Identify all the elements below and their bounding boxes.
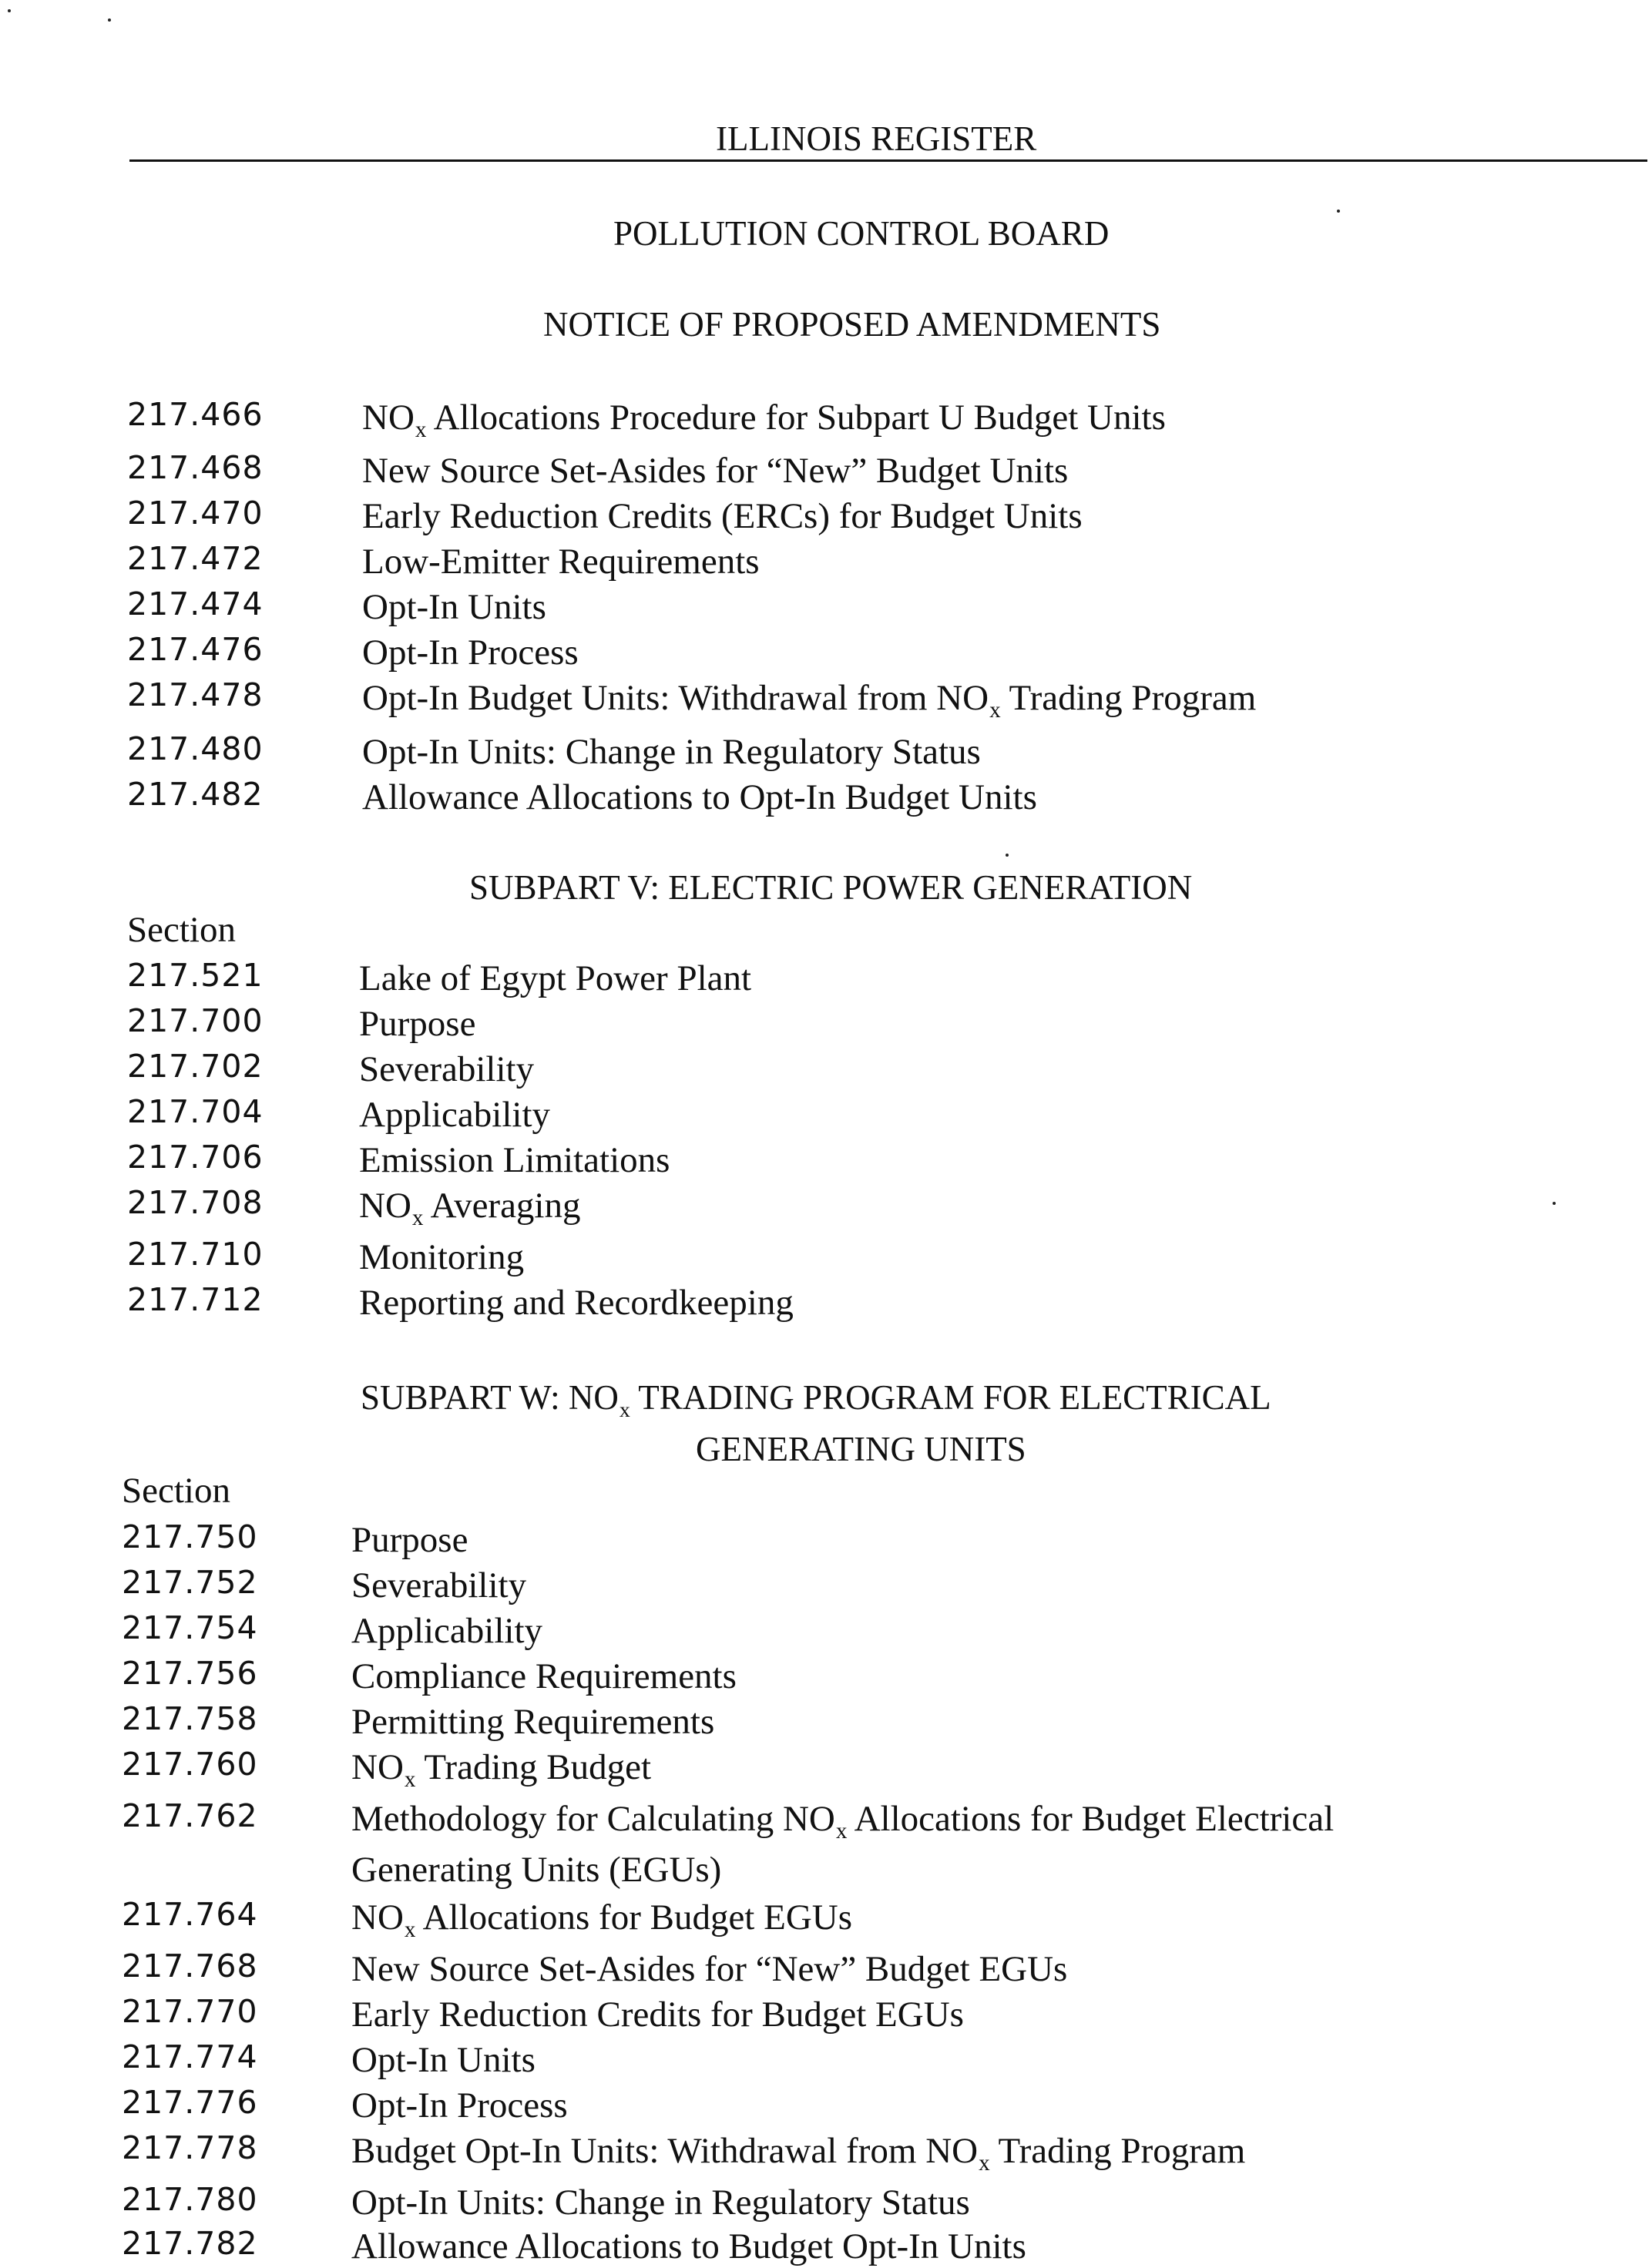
section-title: Early Reduction Credits for Budget EGUs — [351, 1995, 964, 2035]
section-number: 217.754 — [122, 1609, 258, 1646]
section-number: 217.768 — [122, 1948, 258, 1984]
section-title: New Source Set-Asides for “New” Budget Units — [362, 451, 1069, 491]
section-number: 217.752 — [122, 1564, 258, 1601]
scan-speck — [1006, 854, 1009, 857]
section-number: 217.760 — [122, 1746, 258, 1783]
section-number: 217.710 — [127, 1236, 264, 1273]
notice-title: NOTICE OF PROPOSED AMENDMENTS — [543, 305, 1161, 344]
section-number: 217.482 — [127, 776, 264, 813]
section-title: $NO_x$ Trading Budget — [351, 1747, 651, 1793]
section-title: $NO_x$ Averaging — [359, 1186, 581, 1231]
section-number: 217.704 — [127, 1093, 264, 1130]
scan-speck — [108, 18, 111, 22]
section-title: Early Reduction Credits (ERCs) for Budget Units — [362, 496, 1083, 536]
section-title: Applicability — [359, 1095, 551, 1135]
section-number: 217.708 — [127, 1184, 264, 1221]
section-number: 217.706 — [127, 1139, 264, 1176]
section-title-continued: Generating Units (EGUs) — [351, 1850, 722, 1890]
section-number: 217.764 — [122, 1896, 258, 1933]
section-title: Severability — [359, 1049, 535, 1089]
scan-speck — [1337, 210, 1340, 213]
section-title: Severability — [351, 1565, 527, 1605]
section-title: New Source Set-Asides for “New” Budget EGUs — [351, 1949, 1068, 1989]
section-number: 217.472 — [127, 540, 264, 577]
section-number: 217.750 — [122, 1518, 258, 1555]
section-title: $NO_x$ Allocations for Budget EGUs — [351, 1897, 853, 1943]
section-title: Allowance Allocations to Opt-In Budget Units — [362, 777, 1037, 817]
section-number: 217.480 — [127, 730, 264, 767]
section-title: Opt-In Budget Units: Withdrawal from $NO_x$ Trading Program — [362, 678, 1257, 723]
section-title: Opt-In Units — [362, 587, 546, 627]
scan-speck — [8, 9, 11, 12]
section-title: Opt-In Units — [351, 2040, 536, 2080]
section-label: Section — [127, 910, 236, 950]
section-title: Purpose — [351, 1520, 468, 1560]
section-title: Applicability — [351, 1611, 543, 1651]
subpart-v-heading: SUBPART V: ELECTRIC POWER GENERATION — [469, 868, 1193, 907]
header-rule — [129, 159, 1647, 162]
section-number: 217.700 — [127, 1002, 264, 1039]
section-number: 217.782 — [122, 2225, 258, 2262]
section-title: Allowance Allocations to Budget Opt-In Units — [351, 2226, 1026, 2266]
section-title: Opt-In Process — [362, 632, 579, 673]
section-title: Methodology for Calculating $NO_x$ Allocations for Budget Electrical — [351, 1799, 1335, 1844]
section-number: 217.476 — [127, 631, 264, 668]
section-title: Low-Emitter Requirements — [362, 542, 760, 582]
section-number: 217.478 — [127, 676, 264, 713]
section-label: Section — [122, 1471, 230, 1511]
section-title: Reporting and Recordkeeping — [359, 1283, 794, 1323]
section-title: Compliance Requirements — [351, 1656, 737, 1696]
scan-speck — [1553, 1202, 1556, 1205]
section-number: 217.774 — [122, 2038, 258, 2075]
section-number: 217.702 — [127, 1048, 264, 1085]
section-title: Monitoring — [359, 1237, 525, 1277]
section-number: 217.470 — [127, 495, 264, 532]
section-title: Emission Limitations — [359, 1140, 670, 1180]
section-number: 217.780 — [122, 2181, 258, 2218]
section-title: Budget Opt-In Units: Withdrawal from $NO_x$ Trading Program — [351, 2131, 1246, 2176]
subpart-w-heading-line2: GENERATING UNITS — [696, 1430, 1026, 1468]
section-number: 217.770 — [122, 1993, 258, 2030]
register-title: ILLINOIS REGISTER — [716, 119, 1037, 158]
section-number: 217.762 — [122, 1797, 258, 1834]
section-title: Opt-In Process — [351, 2085, 568, 2125]
section-number: 217.758 — [122, 1700, 258, 1737]
board-title: POLLUTION CONTROL BOARD — [613, 214, 1110, 253]
section-title: Permitting Requirements — [351, 1702, 715, 1742]
section-number: 217.521 — [127, 957, 264, 994]
section-number: 217.468 — [127, 449, 264, 486]
section-number: 217.474 — [127, 585, 264, 622]
section-title: Purpose — [359, 1004, 476, 1044]
section-number: 217.466 — [127, 396, 264, 433]
section-number: 217.776 — [122, 2084, 258, 2121]
section-title: $NO_x$ Allocations Procedure for Subpart U Budget Units — [362, 398, 1166, 443]
section-title: Lake of Egypt Power Plant — [359, 958, 752, 998]
section-number: 217.712 — [127, 1281, 264, 1318]
section-number: 217.778 — [122, 2129, 258, 2166]
section-number: 217.756 — [122, 1655, 258, 1692]
section-title: Opt-In Units: Change in Regulatory Status — [362, 732, 981, 772]
section-title: Opt-In Units: Change in Regulatory Status — [351, 2182, 970, 2223]
subpart-w-heading: SUBPART W: $NO_x$ TRADING PROGRAM FOR ELECTRICAL — [361, 1378, 1271, 1422]
